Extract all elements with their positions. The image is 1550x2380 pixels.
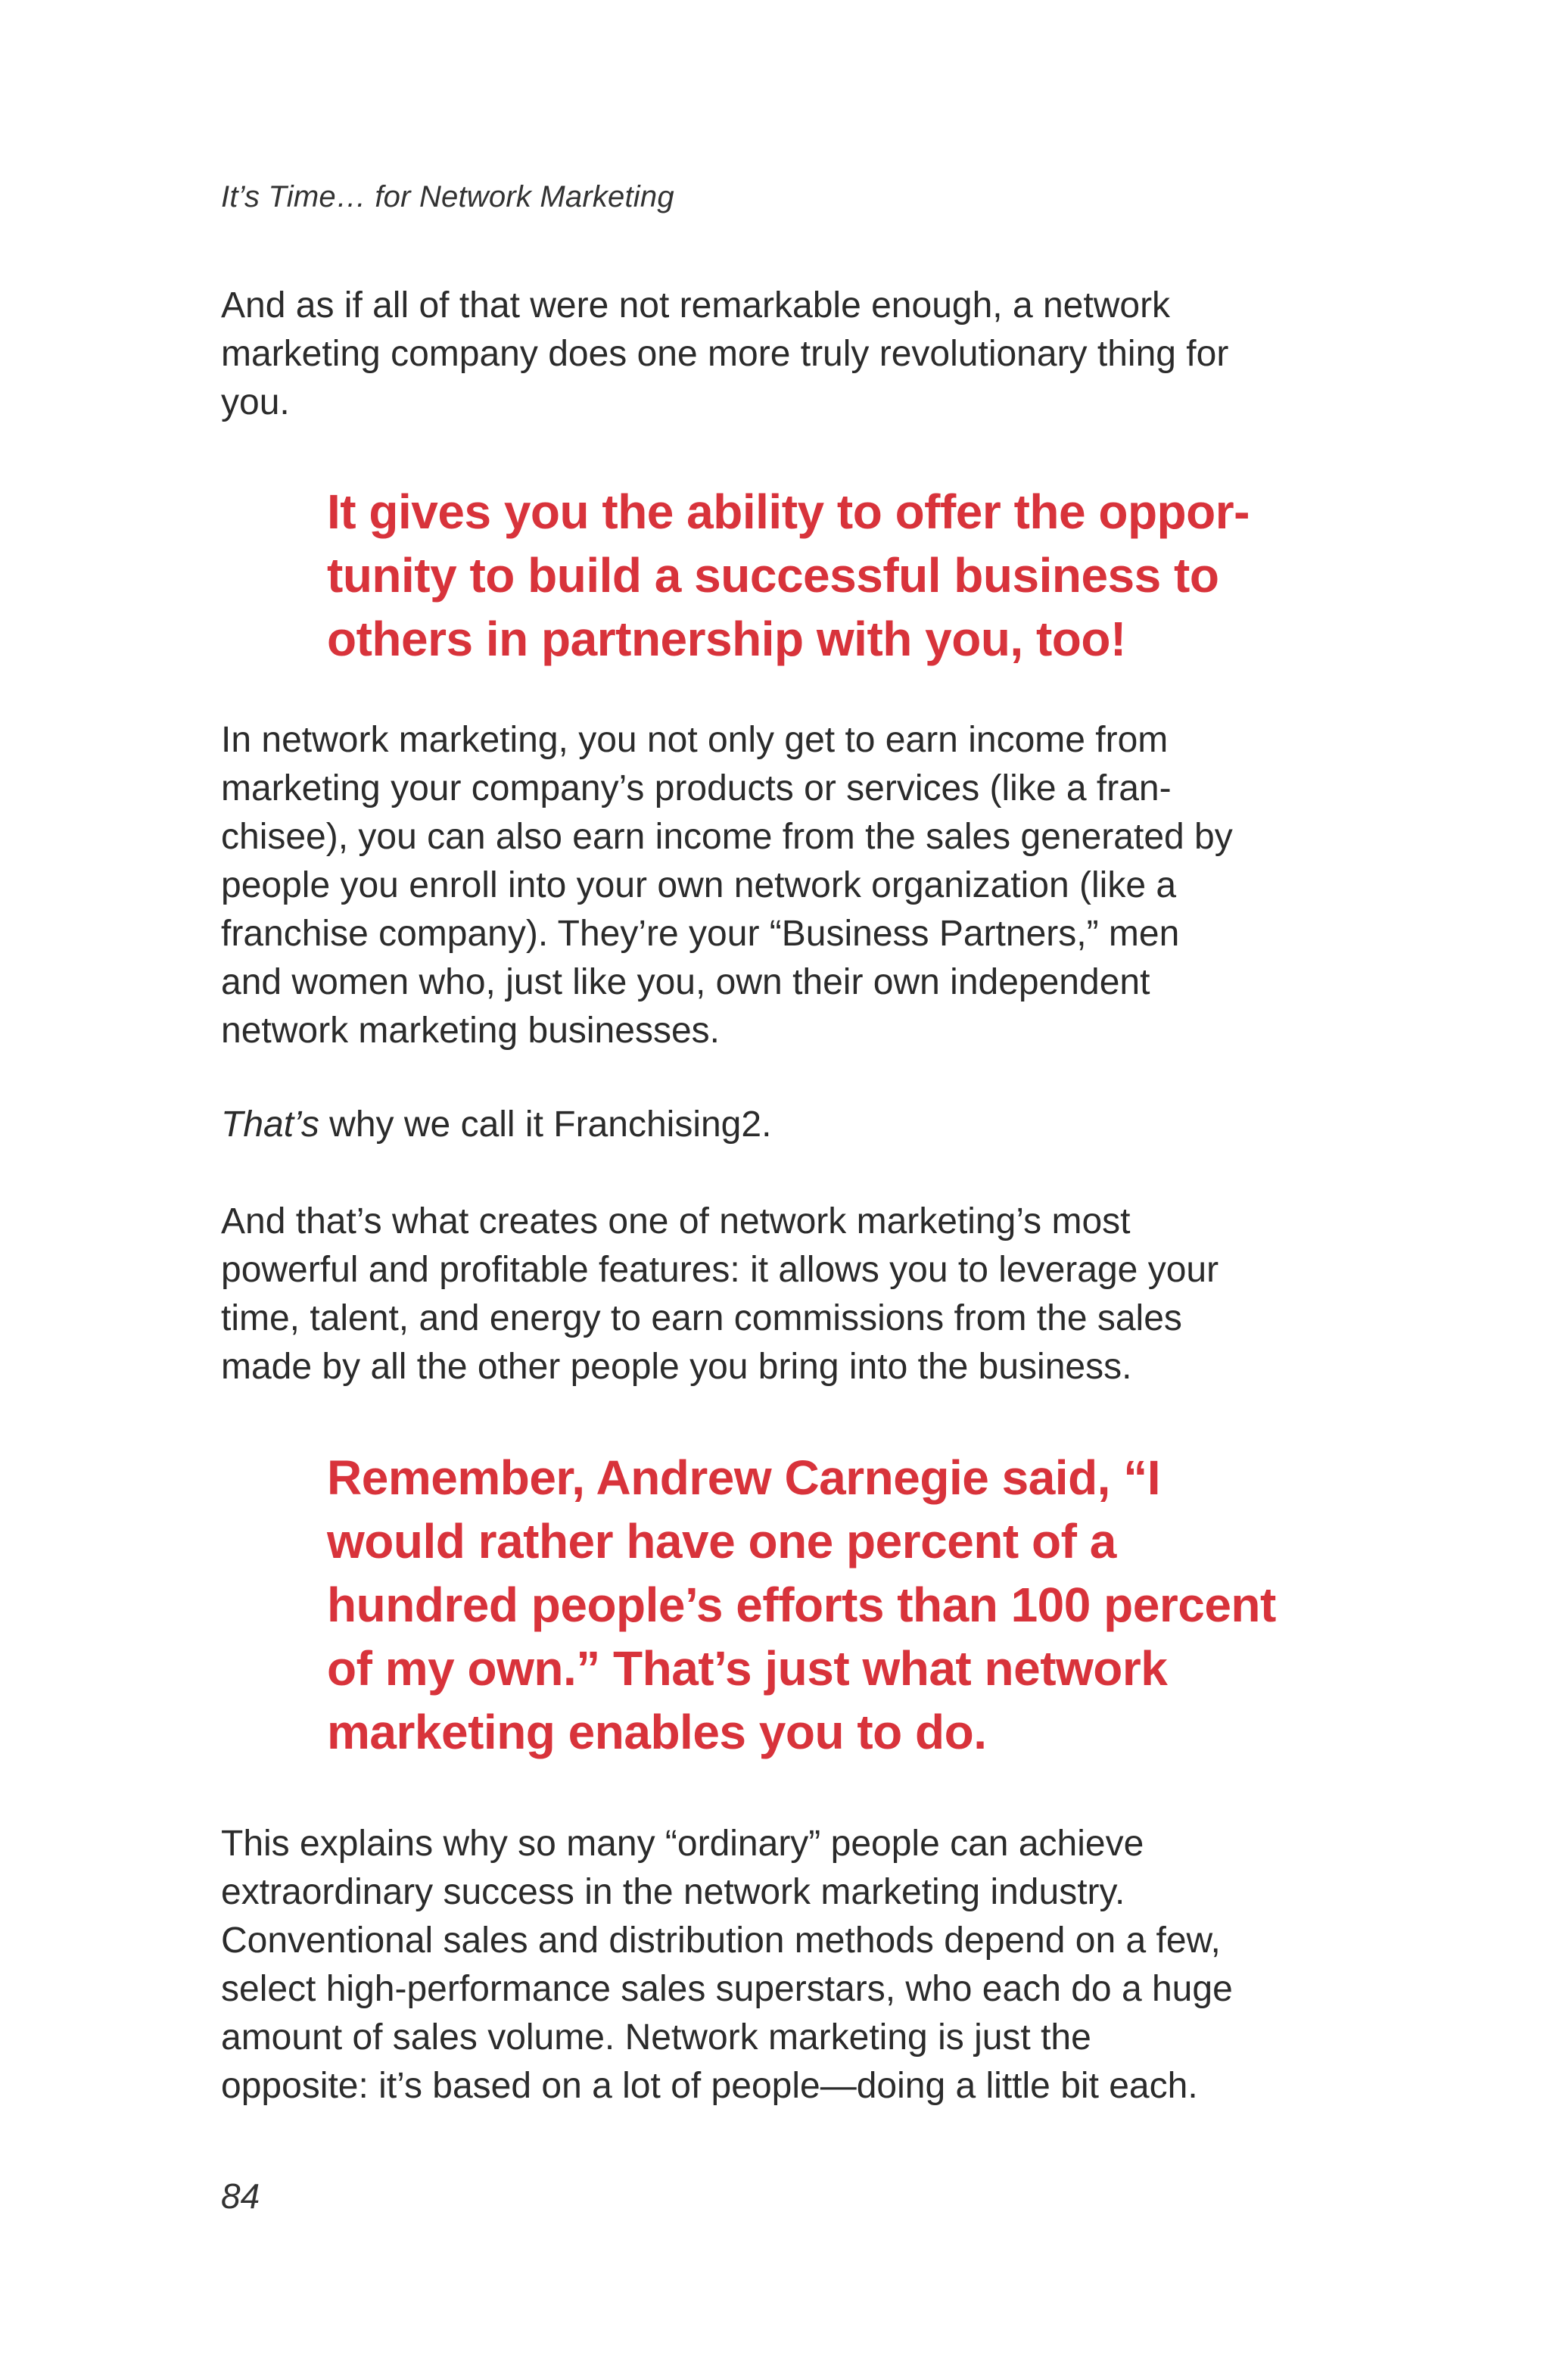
pullquote-2 xyxy=(327,1446,1326,1764)
pullquote-1 xyxy=(327,480,1326,671)
pullquote-2-line: marketing enables you to do. xyxy=(327,1705,987,1759)
paragraph-1-line: you. xyxy=(221,382,290,422)
paragraph-5-line: Conventional sales and distribution methods depend on a few, xyxy=(221,1921,1221,1961)
paragraph-2-line: franchise company). They’re your “Business Partners,” men xyxy=(221,914,1180,954)
paragraph-3 xyxy=(221,1101,1341,1149)
paragraph-5-line: select high-performance sales superstars, who each do a huge xyxy=(221,1969,1233,2009)
paragraph-5 xyxy=(221,1820,1341,2111)
paragraph-2-line: In network marketing, you not only get to earn income from xyxy=(221,720,1169,760)
paragraph-4-line: made by all the other people you bring into the business. xyxy=(221,1347,1132,1387)
paragraph-4-line: And that’s what creates one of network marketing’s most xyxy=(221,1201,1131,1241)
paragraph-3-line xyxy=(221,1101,1341,1149)
pullquote-2-line: of my own.” That’s just what network xyxy=(327,1641,1168,1696)
paragraph-2 xyxy=(221,716,1341,1055)
paragraph-2-line: network marketing businesses. xyxy=(221,1011,720,1051)
paragraph-5-line: amount of sales volume. Network marketing is just the xyxy=(221,2017,1091,2058)
paragraph-2-line: marketing your company’s products or services (like a fran- xyxy=(221,768,1172,808)
paragraph-1 xyxy=(221,282,1341,427)
pullquote-1-line: tunity to build a successful business to xyxy=(327,548,1219,603)
running-head: It’s Time… for Network Marketing xyxy=(221,180,674,213)
paragraph-4-line: powerful and profitable features: it allows you to leverage your xyxy=(221,1250,1219,1290)
pullquote-2-line: would rather have one percent of a xyxy=(327,1514,1116,1568)
paragraph-1-line: And as if all of that were not remarkable enough, a network xyxy=(221,285,1171,326)
paragraph-4-line: time, talent, and energy to earn commissions from the sales xyxy=(221,1298,1182,1338)
pullquote-2-line: Remember, Andrew Carnegie said, “I xyxy=(327,1450,1160,1505)
paragraph-4 xyxy=(221,1198,1341,1391)
pullquote-1-line: others in partnership with you, too! xyxy=(327,612,1126,666)
paragraph-5-line: extraordinary success in the network marketing industry. xyxy=(221,1872,1125,1912)
pullquote-1-line: It gives you the ability to offer the oppor- xyxy=(327,484,1250,539)
paragraph-5-line: This explains why so many “ordinary” people can achieve xyxy=(221,1824,1144,1864)
page-number: 84 xyxy=(221,2176,260,2216)
paragraph-3-text: why we call it Franchising2. xyxy=(319,1104,772,1145)
paragraph-2-line: people you enroll into your own network organization (like a xyxy=(221,865,1177,905)
paragraph-2-line: chisee), you can also earn income from the sales generated by xyxy=(221,817,1233,857)
paragraph-5-line: opposite: it’s based on a lot of people—doing a little bit each. xyxy=(221,2066,1198,2106)
paragraph-2-line: and women who, just like you, own their own independent xyxy=(221,962,1150,1002)
emphasized-word: That’s xyxy=(221,1104,319,1145)
pullquote-2-line: hundred people’s efforts than 100 percent xyxy=(327,1578,1276,1632)
paragraph-1-line: marketing company does one more truly revolutionary thing for xyxy=(221,334,1229,374)
